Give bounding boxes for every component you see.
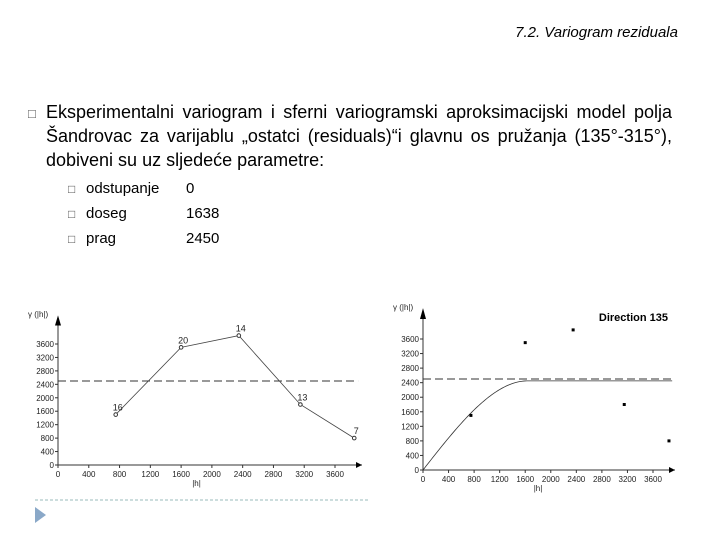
y-axis-arrow <box>420 308 426 319</box>
y-tick-label: 0 <box>49 461 54 470</box>
data-point <box>572 328 575 331</box>
data-point <box>667 439 670 442</box>
y-tick-label: 800 <box>405 436 419 446</box>
x-tick-label: 1600 <box>172 470 191 479</box>
data-point <box>114 413 118 417</box>
bullet-icon: □ <box>68 232 76 246</box>
x-axis-arrow <box>669 467 675 473</box>
y-tick-label: 2800 <box>36 366 54 376</box>
data-point <box>623 403 626 406</box>
y-axis-arrow <box>55 315 61 325</box>
x-tick-label: 1200 <box>490 475 509 484</box>
x-tick-label: 400 <box>441 475 456 484</box>
param-value: 2450 <box>186 230 220 247</box>
x-tick-label: 1200 <box>141 470 160 479</box>
y-tick-label: 2400 <box>401 378 419 388</box>
y-tick-label: 0 <box>414 466 419 475</box>
data-point <box>237 334 241 338</box>
y-tick-label: 400 <box>405 451 419 461</box>
bullet-icon: □ <box>28 106 36 121</box>
y-tick-label: 3600 <box>36 340 54 349</box>
x-tick-label: 400 <box>82 470 96 479</box>
y-tick-label: 800 <box>40 434 54 444</box>
x-tick-label: 0 <box>55 470 61 479</box>
point-label: 7 <box>353 426 359 437</box>
point-label: 20 <box>178 335 189 346</box>
y-tick-label: 2400 <box>36 380 54 390</box>
y-tick-label: 3600 <box>401 335 419 344</box>
x-axis-label: |h| <box>192 479 201 488</box>
param-value: 0 <box>186 180 195 197</box>
x-tick-label: 1600 <box>516 475 535 484</box>
x-tick-label: 2800 <box>264 470 283 479</box>
series-line <box>116 336 355 439</box>
data-point <box>179 346 183 350</box>
x-tick-label: 3600 <box>644 475 662 484</box>
data-point <box>469 414 472 417</box>
x-tick-label: 2400 <box>567 475 586 484</box>
y-tick-label: 1600 <box>401 407 419 417</box>
point-label: 13 <box>297 392 308 403</box>
point-label: 16 <box>112 402 123 413</box>
y-axis-label: γ (|h|) <box>28 310 49 320</box>
y-tick-label: 1600 <box>36 407 54 417</box>
x-tick-label: 2800 <box>592 475 611 484</box>
y-tick-label: 3200 <box>36 353 54 363</box>
bullet-icon: □ <box>68 182 76 196</box>
x-tick-label: 800 <box>112 470 127 479</box>
param-name: prag <box>86 230 117 247</box>
x-tick-label: 2000 <box>541 475 560 484</box>
x-tick-label: 2400 <box>233 470 252 479</box>
x-axis-arrow <box>356 462 362 468</box>
bullet-body: Eksperimentalni variogram i sferni variogramski aproksimacijski model polja Šandrovac za varijablu „ostatci (residuals)“i glavnu os pružanja (135°-315°), dobiveni su uz sljedeće parametre: <box>46 102 672 170</box>
data-point <box>299 403 303 407</box>
x-tick-label: 2000 <box>202 470 221 479</box>
param-name: odstupanje <box>86 180 160 197</box>
chart-title: Direction 135 <box>598 312 668 324</box>
x-axis-label: |h| <box>533 484 543 493</box>
y-tick-label: 1200 <box>36 420 54 430</box>
x-tick-label: 3200 <box>618 475 637 484</box>
slide-header: 7.2. Variogram reziduala <box>515 24 678 41</box>
param-value: 1638 <box>186 205 220 222</box>
x-tick-label: 0 <box>420 475 426 484</box>
y-tick-label: 400 <box>40 447 54 457</box>
param-name: doseg <box>86 205 127 222</box>
x-tick-label: 800 <box>467 475 481 484</box>
model-curve <box>423 381 672 470</box>
nav-arrow-icon[interactable] <box>35 507 46 523</box>
y-tick-label: 2800 <box>401 364 419 374</box>
y-tick-label: 1200 <box>401 422 419 432</box>
data-point <box>352 436 356 440</box>
y-tick-label: 2000 <box>401 393 419 403</box>
data-point <box>524 341 527 344</box>
x-tick-label: 3200 <box>295 470 314 479</box>
y-tick-label: 2000 <box>36 393 54 403</box>
bullet-icon: □ <box>68 207 76 221</box>
x-tick-label: 3600 <box>326 470 344 479</box>
point-label: 14 <box>235 323 246 334</box>
y-axis-label: γ (|h|) <box>393 302 414 312</box>
y-tick-label: 3200 <box>401 349 419 359</box>
